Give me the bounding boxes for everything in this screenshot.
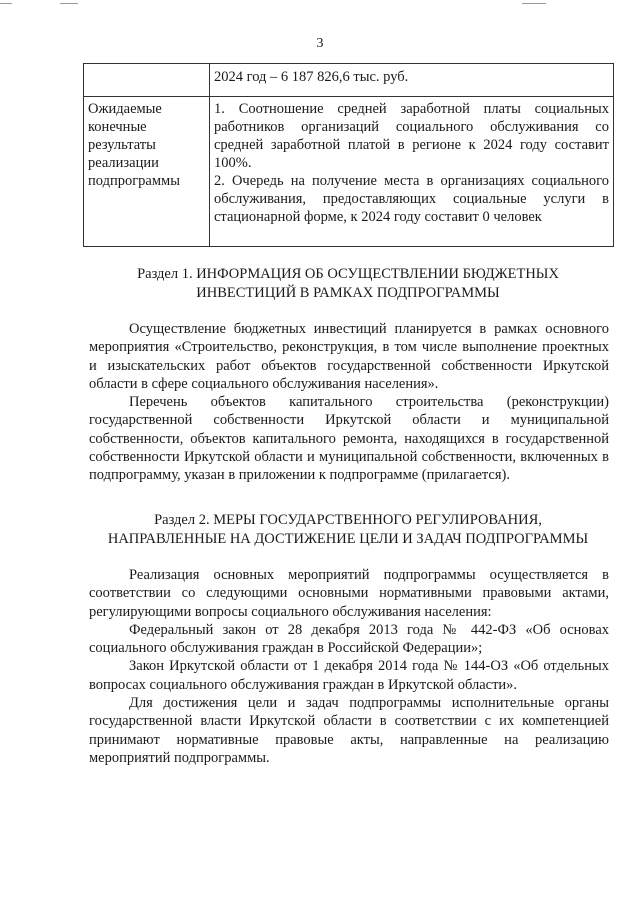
scan-artifact-mark [522,3,546,4]
label-line: Ожидаемые [88,101,162,117]
label-line: подпрограммы [88,173,180,189]
heading-line: Раздел 1. ИНФОРМАЦИЯ ОБ ОСУЩЕСТВЛЕНИИ БЮДЖЕТНЫХ [137,266,559,282]
expected-result-item: 1. Соотношение средней заработной платы социальных работников организаций социального обслуживания со средней заработной платой в регионе к 2024 году составит 100%. [214,101,609,171]
table-row [84,97,614,247]
paragraph: Для достижения цели и задач подпрограммы исполнительные органы государственной власти Иркутской области в соответствии с их компетенцией принимают нормативные правовые акты, направленные на реализацию мероприятий подпрограммы. [89,695,609,766]
subprogram-passport-table [83,63,614,247]
label-line: реализации [88,155,159,171]
table-cell-label [84,97,210,247]
section-1-heading [88,265,608,303]
heading-line: НАПРАВЛЕННЫЕ НА ДОСТИЖЕНИЕ ЦЕЛИ И ЗАДАЧ ПОДПРОГРАММЫ [107,531,589,547]
paragraph: Перечень объектов капитального строительства (реконструкции) государственной собственности Иркутской области и муниципальной собственности, объектов капитального ремонта, находящихся в государственной собственности Иркутской области и муниципальной собственности, включенных в подпрограмму, указан в приложении к подпрограмме (прилагается). [89,394,609,484]
paragraph: Федеральный закон от 28 декабря 2013 года № 442-ФЗ «Об основах социального обслуживания граждан в Российской Федерации»; [89,621,609,657]
paragraph: Закон Иркутской области от 1 декабря 2014 года № 144-ОЗ «Об отдельных вопросах социального обслуживания граждан в Иркутской области». [89,658,609,693]
section-1-body [89,320,609,485]
paragraph: Осуществление бюджетных инвестиций планируется в рамках основного мероприятия «Строительство, реконструкция, в том числе выполнение проектных и изыскательских работ объектов государственной собственности Иркутской области в сфере социального обслуживания населения». [89,321,609,392]
heading-line: Раздел 2. МЕРЫ ГОСУДАРСТВЕННОГО РЕГУЛИРОВАНИЯ, [154,512,542,528]
label-line: конечные [88,119,147,135]
section-2-body [89,566,609,767]
scan-artifact-mark [0,3,12,4]
table-cell-value [210,64,614,97]
paragraph: Реализация основных мероприятий подпрограммы осуществляется в соответствии со следующими основными нормативными правовыми актами, регулирующими вопросы социального обслуживания населения: [89,567,609,620]
table-row [84,64,614,97]
section-2-heading [88,511,608,549]
expected-result-item: 2. Очередь на получение места в организациях социального обслуживания, предоставляющих социальные услуги в стационарной форме, к 2024 году составит 0 человек [214,173,609,225]
heading-line: ИНВЕСТИЦИЙ В РАМКАХ ПОДПРОГРАММЫ [196,285,500,301]
funding-2024-value: 2024 год – 6 187 826,6 тыс. руб. [214,69,409,85]
scan-artifact-mark [60,3,78,4]
page-number: 3 [316,36,324,51]
table-cell-label [84,64,210,97]
table-cell-value [210,97,614,247]
label-line: результаты [88,137,156,153]
